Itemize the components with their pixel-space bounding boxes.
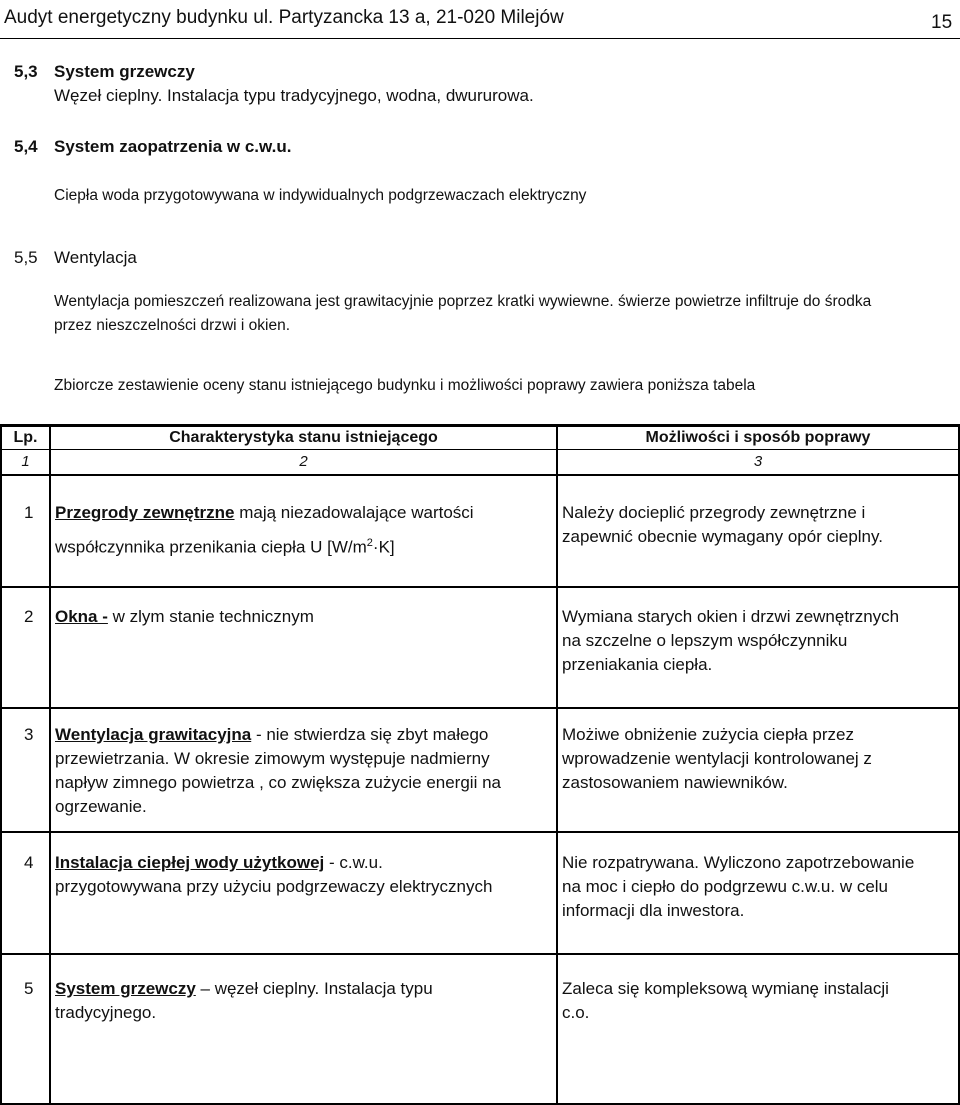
- row-lp: 1: [1, 475, 50, 587]
- section-number-5-3: 5,3: [14, 62, 38, 81]
- row-heading: Instalacja ciepłej wody użytkowej: [55, 853, 325, 872]
- assessment-table: [0, 424, 960, 1105]
- row-heading: Okna -: [55, 607, 108, 626]
- row-improvement: Należy docieplić przegrody zewnętrzne i zapewnić obecnie wymagany opór cieplny.: [557, 475, 959, 587]
- row-heading: Przegrody zewnętrzne: [55, 503, 235, 522]
- index-1: 1: [1, 450, 50, 476]
- row-characteristics: Instalacja ciepłej wody użytkowej - c.w.u. przygotowywana przy użyciu podgrzewaczy elektrycznych: [50, 832, 557, 954]
- table-header-row: [1, 426, 959, 450]
- section-title-heating: System grzewczy: [54, 62, 195, 81]
- row-heading: System grzewczy: [55, 979, 196, 998]
- row-lp: 4: [1, 832, 50, 954]
- section-text-ventilation-line2: przez nieszczelności drzwi i okien.: [54, 317, 291, 334]
- table-row: [1, 708, 959, 832]
- document-title: Audyt energetyczny budynku ul. Partyzancka 13 a, 21-020 Milejów: [4, 7, 564, 28]
- header-lp: Lp.: [1, 426, 50, 450]
- table-row: [1, 832, 959, 954]
- row-improvement: Wymiana starych okien i drzwi zewnętrznych na szczelne o lepszym współczynniku przeniakania ciepła.: [557, 587, 959, 708]
- row-improvement: Zaleca się kompleksową wymianę instalacji c.o.: [557, 954, 959, 1104]
- row-characteristics: Wentylacja grawitacyjna - nie stwierdza się zbyt małego przewietrzania. W okresie zimowym występuje nadmierny napływ zimnego powietrza , co zwiększa zużycie energii na ogrzewanie.: [50, 708, 557, 832]
- section-title-ventilation: Wentylacja: [54, 248, 137, 267]
- row-heading: Wentylacja grawitacyjna: [55, 725, 252, 744]
- row-characteristics: Okna - w zlym stanie technicznym: [50, 587, 557, 708]
- section-text-ventilation-line1: Wentylacja pomieszczeń realizowana jest grawitacyjnie poprzez kratki wywiewne. świerze powietrze infiltruje do środka: [54, 293, 872, 310]
- row-improvement: Nie rozpatrywana. Wyliczono zapotrzebowanie na moc i ciepło do podgrzewu c.w.u. w celu informacji dla inwestora.: [557, 832, 959, 954]
- section-number-5-5: 5,5: [14, 248, 38, 267]
- section-text-hot-water: Ciepła woda przygotowywana w indywidualnych podgrzewaczach elektryczny: [54, 187, 587, 204]
- table-row: [1, 954, 959, 1104]
- row-characteristics: System grzewczy – węzeł cieplny. Instalacja typu tradycyjnego.: [50, 954, 557, 1104]
- index-3: 3: [557, 450, 959, 476]
- section-text-heating: Węzeł cieplny. Instalacja typu tradycyjnego, wodna, dwururowa.: [54, 86, 534, 105]
- row-lp: 3: [1, 708, 50, 832]
- section-title-hot-water: System zaopatrzenia w c.w.u.: [54, 137, 292, 156]
- row-improvement: Możiwe obniżenie zużycia ciepła przez wprowadzenie wentylacji kontrolowanej z zastosowaniem nawiewników.: [557, 708, 959, 832]
- section-number-5-4: 5,4: [14, 137, 38, 156]
- header-improvements: Możliwości i sposób poprawy: [557, 426, 959, 450]
- table-index-row: [1, 450, 959, 476]
- row-characteristics: Przegrody zewnętrzne mają niezadowalające wartości współczynnika przenikania ciepła U $[W/m^2\cdot K]$: [50, 475, 557, 587]
- summary-text: Zbiorcze zestawienie oceny stanu istniejącego budynku i możliwości poprawy zawiera poniższa tabela: [54, 377, 756, 394]
- row-lp: 5: [1, 954, 50, 1104]
- header-characteristics: Charakterystyka stanu istniejącego: [50, 426, 557, 450]
- index-2: 2: [50, 450, 557, 476]
- table-row: [1, 475, 959, 587]
- row-lp: 2: [1, 587, 50, 708]
- table-row: [1, 587, 959, 708]
- page-number: 15: [931, 12, 953, 33]
